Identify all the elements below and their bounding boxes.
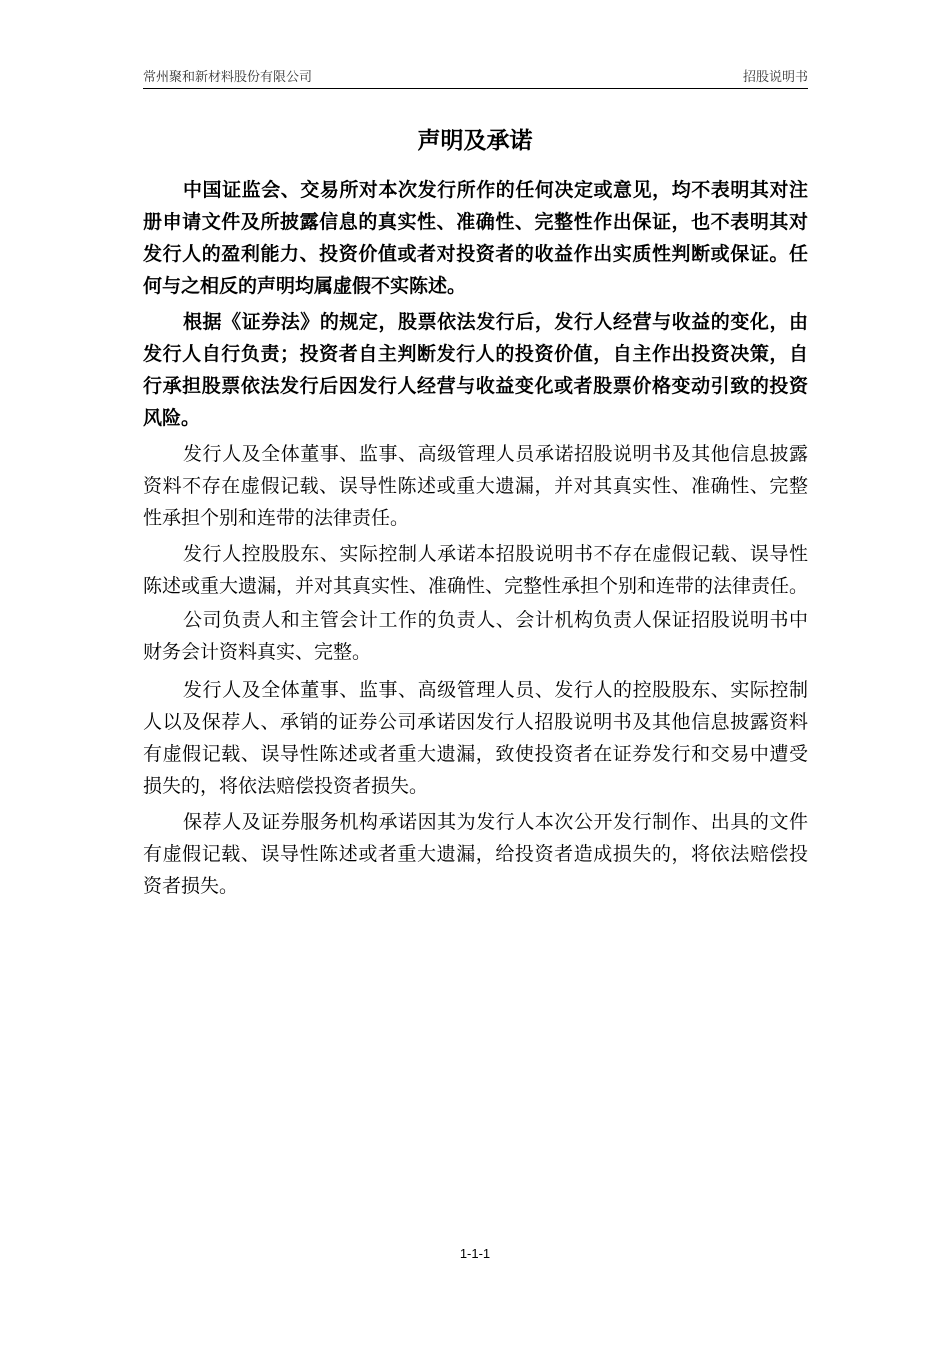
paragraph-line: 根据《证券法》的规定，股票依法发行后，发行人经营与收益的变化，由	[183, 311, 808, 333]
paragraph-line: 发行人自行负责；投资者自主判断发行人的投资价值，自主作出投资决策，自	[143, 343, 808, 365]
paragraph	[143, 438, 808, 534]
paragraph-line: 财务会计资料真实、完整。	[143, 641, 372, 663]
paragraph-line: 陈述或重大遗漏，并对其真实性、准确性、完整性承担个别和连带的法律责任。	[143, 575, 808, 597]
paragraph-line: 公司负责人和主管会计工作的负责人、会计机构负责人保证招股说明书中	[183, 609, 808, 631]
paragraph-line: 保荐人及证券服务机构承诺因其为发行人本次公开发行制作、出具的文件	[183, 811, 808, 833]
paragraph-line: 何与之相反的声明均属虚假不实陈述。	[143, 275, 467, 297]
paragraph-line: 发行人及全体董事、监事、高级管理人员承诺招股说明书及其他信息披露	[183, 443, 808, 465]
header-doc-type: 招股说明书	[742, 70, 808, 85]
header-divider	[143, 88, 808, 89]
paragraph-line: 资者损失。	[143, 875, 239, 897]
paragraph-line: 风险。	[143, 407, 201, 429]
paragraph-line: 册申请文件及所披露信息的真实性、准确性、完整性作出保证，也不表明其对	[143, 211, 808, 233]
paragraph-line: 损失的，将依法赔偿投资者损失。	[143, 775, 429, 797]
paragraph	[143, 674, 808, 802]
paragraph	[143, 306, 808, 434]
paragraph	[143, 538, 808, 602]
page-title: 声明及承诺	[417, 128, 533, 154]
paragraph-line: 发行人的盈利能力、投资价值或者对投资者的收益作出实质性判断或保证。任	[143, 243, 808, 265]
paragraph-line: 中国证监会、交易所对本次发行所作的任何决定或意见，均不表明其对注	[183, 179, 808, 201]
paragraph	[143, 806, 808, 902]
paragraph-line: 有虚假记载、误导性陈述或者重大遗漏，给投资者造成损失的，将依法赔偿投	[143, 843, 808, 865]
paragraph-line: 有虚假记载、误导性陈述或者重大遗漏，致使投资者在证券发行和交易中遭受	[143, 743, 808, 765]
paragraph-line: 行承担股票依法发行后因发行人经营与收益变化或者股票价格变动引致的投资	[143, 375, 808, 397]
paragraph-line: 人以及保荐人、承销的证券公司承诺因发行人招股说明书及其他信息披露资料	[143, 711, 808, 733]
paragraph	[143, 174, 808, 302]
paragraph-line: 发行人控股股东、实际控制人承诺本招股说明书不存在虚假记载、误导性	[183, 543, 808, 565]
page-number: 1-1-1	[459, 1246, 491, 1261]
header-company: 常州聚和新材料股份有限公司	[143, 70, 313, 85]
paragraph-line: 资料不存在虚假记载、误导性陈述或重大遗漏，并对其真实性、准确性、完整	[143, 475, 808, 497]
paragraph-line: 性承担个别和连带的法律责任。	[143, 507, 410, 529]
paragraph	[143, 604, 808, 668]
paragraph-line: 发行人及全体董事、监事、高级管理人员、发行人的控股股东、实际控制	[183, 679, 808, 701]
